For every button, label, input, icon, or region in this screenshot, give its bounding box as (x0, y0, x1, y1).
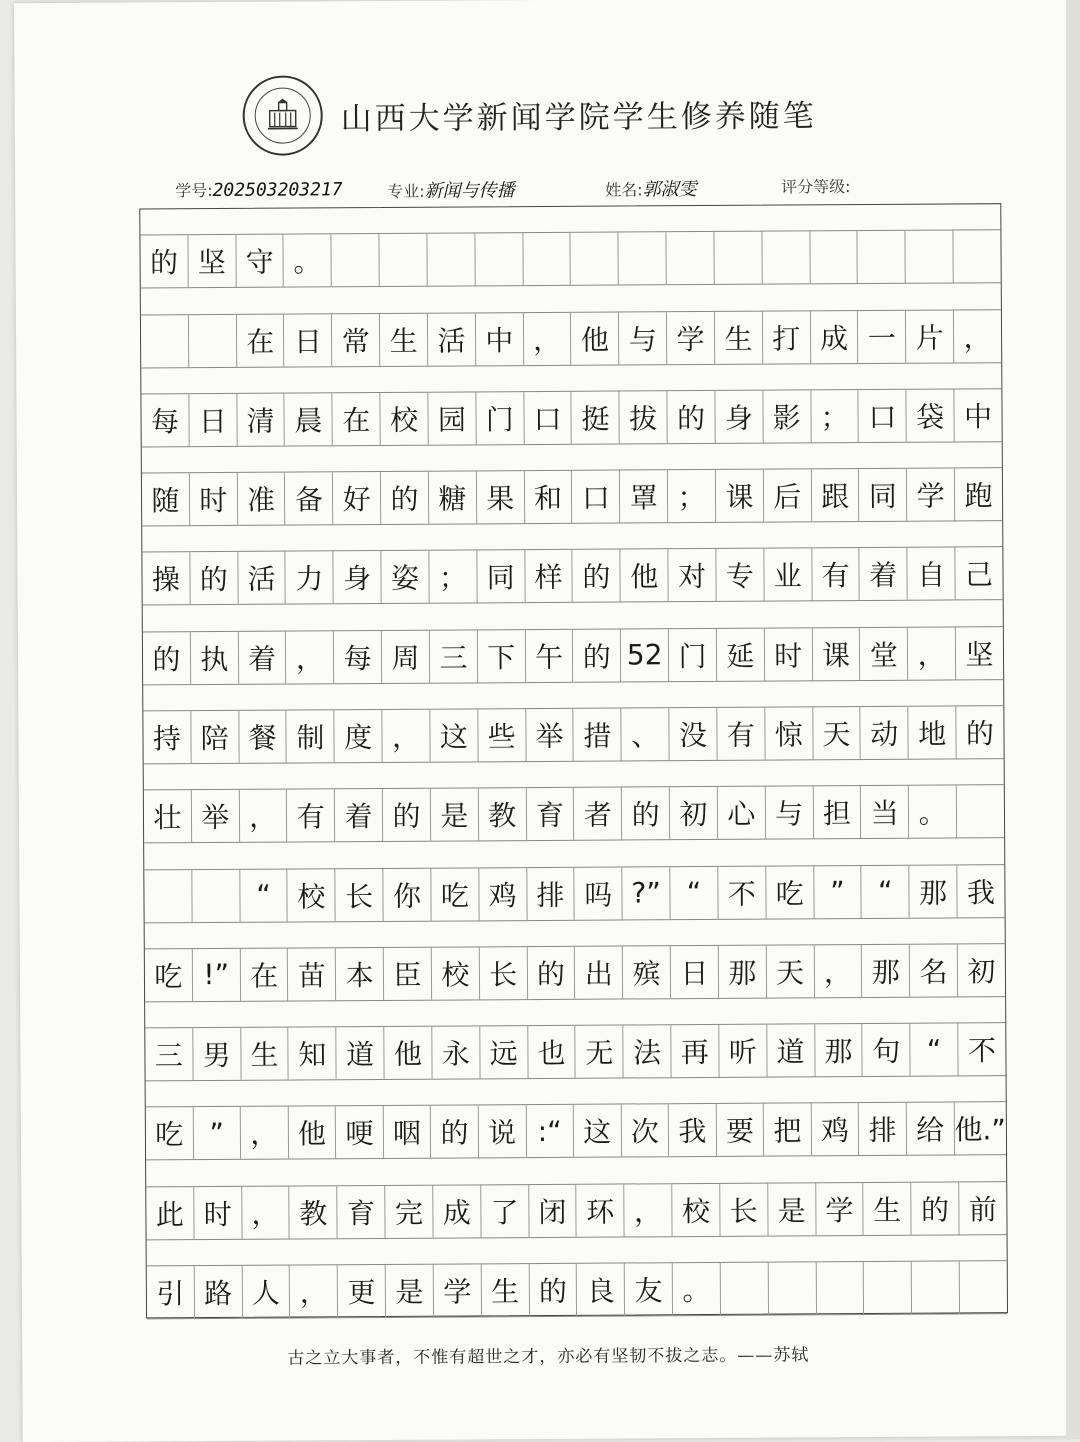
grid-cell: 成 (433, 1185, 481, 1237)
grid-cell: 吃 (766, 866, 814, 918)
grid-cell: 这 (430, 709, 478, 761)
grid-cell: 的 (527, 947, 575, 999)
grid-cell: 跟 (811, 469, 859, 521)
grid-cell: 臣 (384, 948, 432, 1000)
grid-cell: 着 (335, 789, 383, 841)
grid-cell: 他.” (954, 1103, 1006, 1155)
grid-cell: 那 (862, 945, 910, 997)
grid-cell: 吃 (146, 1108, 194, 1160)
grid-cell: 排 (527, 867, 575, 919)
name-label: 姓名: (605, 180, 643, 199)
grid-cell (189, 314, 237, 366)
grid-cell: 友 (625, 1263, 673, 1315)
grid-cell: 学 (907, 469, 955, 521)
grid-cell: 吃 (145, 949, 193, 1001)
grid-row (141, 309, 1001, 368)
grid-cell: 晨 (285, 393, 333, 445)
grid-cell: ； (429, 551, 477, 603)
university-seal-icon (242, 75, 322, 155)
grid-cell: 校 (288, 869, 336, 921)
grid-cell: ， (241, 1107, 289, 1159)
grid-cell: 你 (383, 868, 431, 920)
grid-row (144, 784, 1004, 843)
grid-cell: 执 (191, 632, 239, 684)
grid-cell (957, 785, 1004, 837)
grid-cell: 惊 (765, 707, 813, 759)
grid-cell: ” (814, 866, 862, 918)
grid-cell: 完 (385, 1185, 433, 1237)
grid-cell: 长 (720, 1183, 768, 1235)
grid-cell: 日 (189, 394, 237, 446)
grid-cell: 知 (289, 1027, 337, 1079)
grid-cell: 中 (954, 389, 1001, 441)
student-info-line (175, 174, 935, 209)
grid-cell: “ (911, 1024, 959, 1076)
grid-cell: 对 (668, 549, 716, 601)
grid-cell: 教 (479, 788, 527, 840)
grid-cell: 着 (860, 548, 908, 600)
grid-cell: 地 (909, 706, 957, 758)
grid-cell: 的 (381, 472, 429, 524)
grid-cell: 一 (858, 310, 906, 362)
grid-cell: 餐 (239, 711, 287, 763)
grid-cell (960, 1261, 1007, 1313)
grid-cell: 的 (573, 629, 621, 681)
grid-cell: 鸡 (812, 1103, 860, 1155)
grid-cell: 他 (621, 550, 669, 602)
grid-cell (619, 233, 667, 285)
grid-cell: 打 (763, 311, 811, 363)
grid-cell (858, 231, 906, 283)
grid-cell: 课 (716, 470, 764, 522)
grid-cell: 罩 (620, 470, 668, 522)
grid-cell: 后 (764, 469, 812, 521)
grid-cell: 的 (383, 789, 431, 841)
grid-cell: 殡 (623, 946, 671, 998)
grid-cell: 初 (670, 787, 718, 839)
grid-cell: 专 (716, 549, 764, 601)
grid-cell: 初 (958, 944, 1005, 996)
grid-cell: 育 (526, 788, 574, 840)
grid-cell: 了 (481, 1185, 529, 1237)
grid-cell: 这 (574, 1105, 622, 1157)
grid-cell: 持 (143, 711, 191, 763)
grid-cell: 同 (859, 469, 907, 521)
grid-cell: 教 (290, 1186, 338, 1238)
grid-cell: 长 (336, 869, 384, 921)
grid-cell (427, 234, 475, 286)
grid-cell: ?” (623, 867, 671, 919)
grid-row (142, 547, 1002, 606)
grid-cell (571, 233, 619, 285)
grid-cell: 的 (140, 235, 188, 287)
grid-cell: 姿 (382, 551, 430, 603)
grid-cell: 永 (432, 1027, 480, 1079)
grid-cell: 道 (767, 1024, 815, 1076)
grid-cell: 本 (336, 948, 384, 1000)
grid-cell (332, 234, 380, 286)
grid-cell: 担 (813, 786, 861, 838)
grid-cell: ； (811, 390, 859, 442)
grid-cell: 校 (672, 1184, 720, 1236)
grid-cell: 把 (764, 1104, 812, 1156)
grid-cell: 的 (573, 550, 621, 602)
grid-cell: 他 (571, 312, 619, 364)
grid-cell: 样 (525, 550, 573, 602)
grid-cell: 者 (574, 788, 622, 840)
grid-cell: 天 (767, 945, 815, 997)
grid-cell: 无 (576, 1026, 624, 1078)
grid-cell: ， (625, 1184, 673, 1236)
grid-cell: 果 (477, 471, 525, 523)
grid-row (146, 1102, 1006, 1161)
page-edge-strip (1066, 0, 1080, 1439)
grid-cell: 活 (428, 313, 476, 365)
grid-cell: 法 (624, 1025, 672, 1077)
grid-row (146, 1181, 1006, 1240)
grid-cell: ” (193, 1107, 241, 1159)
grid-cell (810, 231, 858, 283)
grid-cell (380, 234, 428, 286)
grid-row (141, 388, 1001, 447)
grid-cell: 时 (190, 473, 238, 525)
grid-cell: 延 (717, 628, 765, 680)
grid-cell: 些 (478, 709, 526, 761)
grid-cell: 远 (480, 1026, 528, 1078)
grid-row (142, 467, 1002, 526)
grid-cell: ， (286, 631, 334, 683)
grid-cell: 身 (334, 551, 382, 603)
grid-cell (953, 230, 1000, 282)
major-field (387, 176, 515, 203)
footer-quote: 古之立大事者，不惟有超世之才，亦必有坚韧不拔之志。——苏轼 (22, 1339, 1074, 1370)
grid-cell: 的 (668, 391, 716, 443)
grid-cell: 要 (716, 1104, 764, 1156)
grid-cell: 每 (141, 394, 189, 446)
grid-cell (816, 1262, 864, 1314)
grid-cell (475, 233, 523, 285)
grid-cell: 业 (764, 549, 812, 601)
student-id-value: 202503203217 (212, 179, 342, 201)
grid-cell: 与 (619, 312, 667, 364)
grid-cell: 挺 (572, 391, 620, 443)
grid-cell: 此 (146, 1187, 194, 1239)
grid-cell: 心 (718, 787, 766, 839)
grid-cell: 校 (381, 393, 429, 445)
grid-cell: 的 (143, 632, 191, 684)
grid-cell: 给 (907, 1103, 955, 1155)
grid-cell: 备 (285, 472, 333, 524)
grid-cell: 时 (765, 628, 813, 680)
grade-field (781, 174, 851, 197)
grid-cell: 的 (529, 1264, 577, 1316)
name-field (605, 175, 697, 202)
grid-cell: 准 (238, 473, 286, 525)
grid-cell: 门 (476, 392, 524, 444)
page-title: 山西大学新闻学院学生修养随笔 (341, 90, 817, 138)
grid-cell: ， (290, 1265, 338, 1317)
grid-cell: 他 (288, 1107, 336, 1159)
grid-cell: 自 (908, 548, 956, 600)
grid-cell: 的 (956, 706, 1003, 758)
grid-cell: 。 (909, 786, 957, 838)
grid-cell: 吃 (431, 868, 479, 920)
grid-cell: !” (193, 949, 241, 1001)
grid-cell: 他 (384, 1027, 432, 1079)
grid-cell: 引 (147, 1266, 195, 1318)
grid-cell (864, 1262, 912, 1314)
grade-label: 评分等级: (781, 177, 851, 196)
grid-cell: 在 (240, 948, 288, 1000)
grid-cell: 下 (478, 630, 526, 682)
grid-cell: 活 (238, 552, 286, 604)
grid-cell: 那 (815, 1024, 863, 1076)
grid-cell: ， (524, 312, 572, 364)
grid-cell: 袋 (907, 389, 955, 441)
grid-row (145, 1022, 1005, 1081)
grid-cell: 说 (479, 1106, 527, 1158)
grid-cell: 环 (577, 1184, 625, 1236)
grid-cell: 排 (859, 1103, 907, 1155)
grid-cell: 学 (667, 312, 715, 364)
grid-cell: 中 (476, 313, 524, 365)
grid-cell: 有 (287, 790, 335, 842)
grid-cell: 日 (671, 946, 719, 998)
grid-cell: ， (239, 790, 287, 842)
essay-sheet (14, 0, 1075, 1442)
grid-cell: 动 (861, 707, 909, 759)
major-label: 专业: (387, 182, 425, 201)
grid-cell: “ (240, 869, 288, 921)
grid-cell: 坚 (956, 627, 1003, 679)
student-id-label: 学号: (175, 181, 213, 200)
grid-cell: 哽 (336, 1106, 384, 1158)
grid-row (140, 229, 1000, 288)
grid-cell: 守 (236, 235, 284, 287)
grid-cell: ， (242, 1186, 290, 1238)
grid-cell (667, 232, 715, 284)
grid-cell: 操 (142, 553, 190, 605)
grid-cell: 生 (380, 313, 428, 365)
grid-cell: ， (908, 627, 956, 679)
grid-cell: 陪 (191, 711, 239, 763)
grid-cell: 学 (434, 1264, 482, 1316)
grid-cell: 和 (525, 471, 573, 523)
grid-cell: 课 (812, 628, 860, 680)
grid-cell: 生 (482, 1264, 530, 1316)
grid-cell (768, 1262, 816, 1314)
grid-cell: 我 (957, 865, 1004, 917)
grid-cell: 好 (333, 472, 381, 524)
grid-cell: 口 (524, 392, 572, 444)
grid-cell: 跑 (955, 468, 1002, 520)
grid-cell: 。 (673, 1263, 721, 1315)
grid-cell: 是 (386, 1265, 434, 1317)
grid-cell: ， (814, 945, 862, 997)
grid-cell: 的 (190, 552, 238, 604)
grid-cell: ， (382, 710, 430, 762)
grid-cell (721, 1263, 769, 1315)
sheet-header (242, 64, 883, 164)
grid-cell: 三 (430, 630, 478, 682)
grid-cell: 成 (810, 311, 858, 363)
grid-cell: 在 (237, 314, 285, 366)
grid-row (144, 864, 1004, 923)
grid-row (143, 626, 1003, 685)
grid-cell: 生 (241, 1028, 289, 1080)
grid-row (145, 943, 1005, 1002)
grid-cell: 的 (431, 1106, 479, 1158)
grid-cell: 生 (864, 1182, 912, 1234)
grid-cell: 闭 (529, 1185, 577, 1237)
grid-cell: :“ (526, 1105, 574, 1157)
grid-cell: 我 (669, 1104, 717, 1156)
grid-cell: 口 (572, 471, 620, 523)
grid-cell: 次 (621, 1105, 669, 1157)
grid-cell: 周 (382, 630, 430, 682)
grid-cell (523, 233, 571, 285)
grid-cell: 听 (719, 1025, 767, 1077)
grid-cell: 着 (239, 631, 287, 683)
writing-grid (139, 203, 1008, 1318)
grid-cell: 清 (237, 393, 285, 445)
student-id-field (175, 177, 343, 201)
grid-cell: 每 (334, 631, 382, 683)
grid-cell (912, 1261, 960, 1313)
grid-cell: ； (668, 470, 716, 522)
grid-cell: 苗 (288, 948, 336, 1000)
grid-cell: 天 (813, 707, 861, 759)
grid-cell: 长 (480, 947, 528, 999)
grid-cell: 同 (477, 551, 525, 603)
grid-cell: 片 (906, 310, 954, 362)
grid-cell: 名 (910, 944, 958, 996)
grid-cell: 己 (955, 548, 1002, 600)
grid-cell: 制 (287, 710, 335, 762)
grid-cell: 人 (242, 1266, 290, 1318)
major-value: 新闻与传播 (425, 180, 515, 202)
grid-row (143, 705, 1003, 764)
grid-cell: 拔 (620, 391, 668, 443)
grid-cell: 。 (284, 235, 332, 287)
grid-cell: 常 (332, 314, 380, 366)
grid-cell: 道 (337, 1027, 385, 1079)
grid-cell: “ (670, 866, 718, 918)
grid-cell (906, 231, 954, 283)
grid-cell: 堂 (860, 627, 908, 679)
grid-cell: 句 (863, 1024, 911, 1076)
grid-cell: 咽 (384, 1106, 432, 1158)
grid-cell: 壮 (144, 790, 192, 842)
grid-cell: 身 (715, 390, 763, 442)
grid-cell: 是 (768, 1183, 816, 1235)
grid-cell: 校 (432, 947, 480, 999)
grid-cell: 也 (528, 1026, 576, 1078)
grid-cell: 育 (338, 1186, 386, 1238)
grid-cell: 的 (911, 1182, 959, 1234)
grid-cell: 有 (717, 708, 765, 760)
grid-cell: 度 (335, 710, 383, 762)
grid-cell: 良 (577, 1264, 625, 1316)
grid-cell: 、 (622, 708, 670, 760)
grid-cell: 措 (574, 709, 622, 761)
grid-cell: 口 (859, 390, 907, 442)
grid-cell: 在 (333, 393, 381, 445)
grid-cell: 鸡 (479, 868, 527, 920)
grid-cell: 糖 (429, 472, 477, 524)
grid-cell: 52 (621, 629, 669, 681)
grid-cell: 当 (861, 786, 909, 838)
grid-cell: 路 (195, 1266, 243, 1318)
grid-cell: 不 (718, 866, 766, 918)
grid-cell: 举 (192, 790, 240, 842)
grid-cell: 门 (669, 629, 717, 681)
grid-cell: 出 (575, 946, 623, 998)
grid-cell: ， (954, 310, 1001, 362)
grid-cell: 与 (766, 787, 814, 839)
grid-cell: 三 (145, 1028, 193, 1080)
grid-cell: 再 (671, 1025, 719, 1077)
grid-cell (192, 869, 240, 921)
grid-cell: 日 (284, 314, 332, 366)
grid-cell: 那 (719, 945, 767, 997)
grid-cell: 随 (142, 473, 190, 525)
grid-cell: 坚 (188, 235, 236, 287)
grid-cell: 吗 (575, 867, 623, 919)
grid-cell (714, 232, 762, 284)
grid-cell: 午 (525, 630, 573, 682)
grid-cell: 时 (194, 1187, 242, 1239)
grid-cell: 更 (338, 1265, 386, 1317)
grid-cell: “ (862, 865, 910, 917)
grid-cell: 生 (715, 311, 763, 363)
building-icon (266, 98, 300, 132)
grid-cell: 是 (431, 789, 479, 841)
grid-cell: 举 (526, 709, 574, 761)
grid-cell: 的 (622, 788, 670, 840)
grid-cell: 影 (763, 390, 811, 442)
grid-cell: 力 (286, 552, 334, 604)
grid-cell: 男 (193, 1028, 241, 1080)
grid-cell (141, 315, 189, 367)
grid-cell (762, 232, 810, 284)
grid-cell: 学 (816, 1183, 864, 1235)
grid-cell: 不 (958, 1023, 1005, 1075)
grid-row (147, 1260, 1007, 1319)
grid-cell: 园 (428, 392, 476, 444)
grid-cell (144, 870, 192, 922)
name-value: 郭淑雯 (643, 179, 697, 200)
grid-cell: 没 (669, 708, 717, 760)
grid-cell: 前 (959, 1182, 1006, 1234)
grid-cell: 那 (910, 865, 958, 917)
grid-cell: 有 (812, 548, 860, 600)
